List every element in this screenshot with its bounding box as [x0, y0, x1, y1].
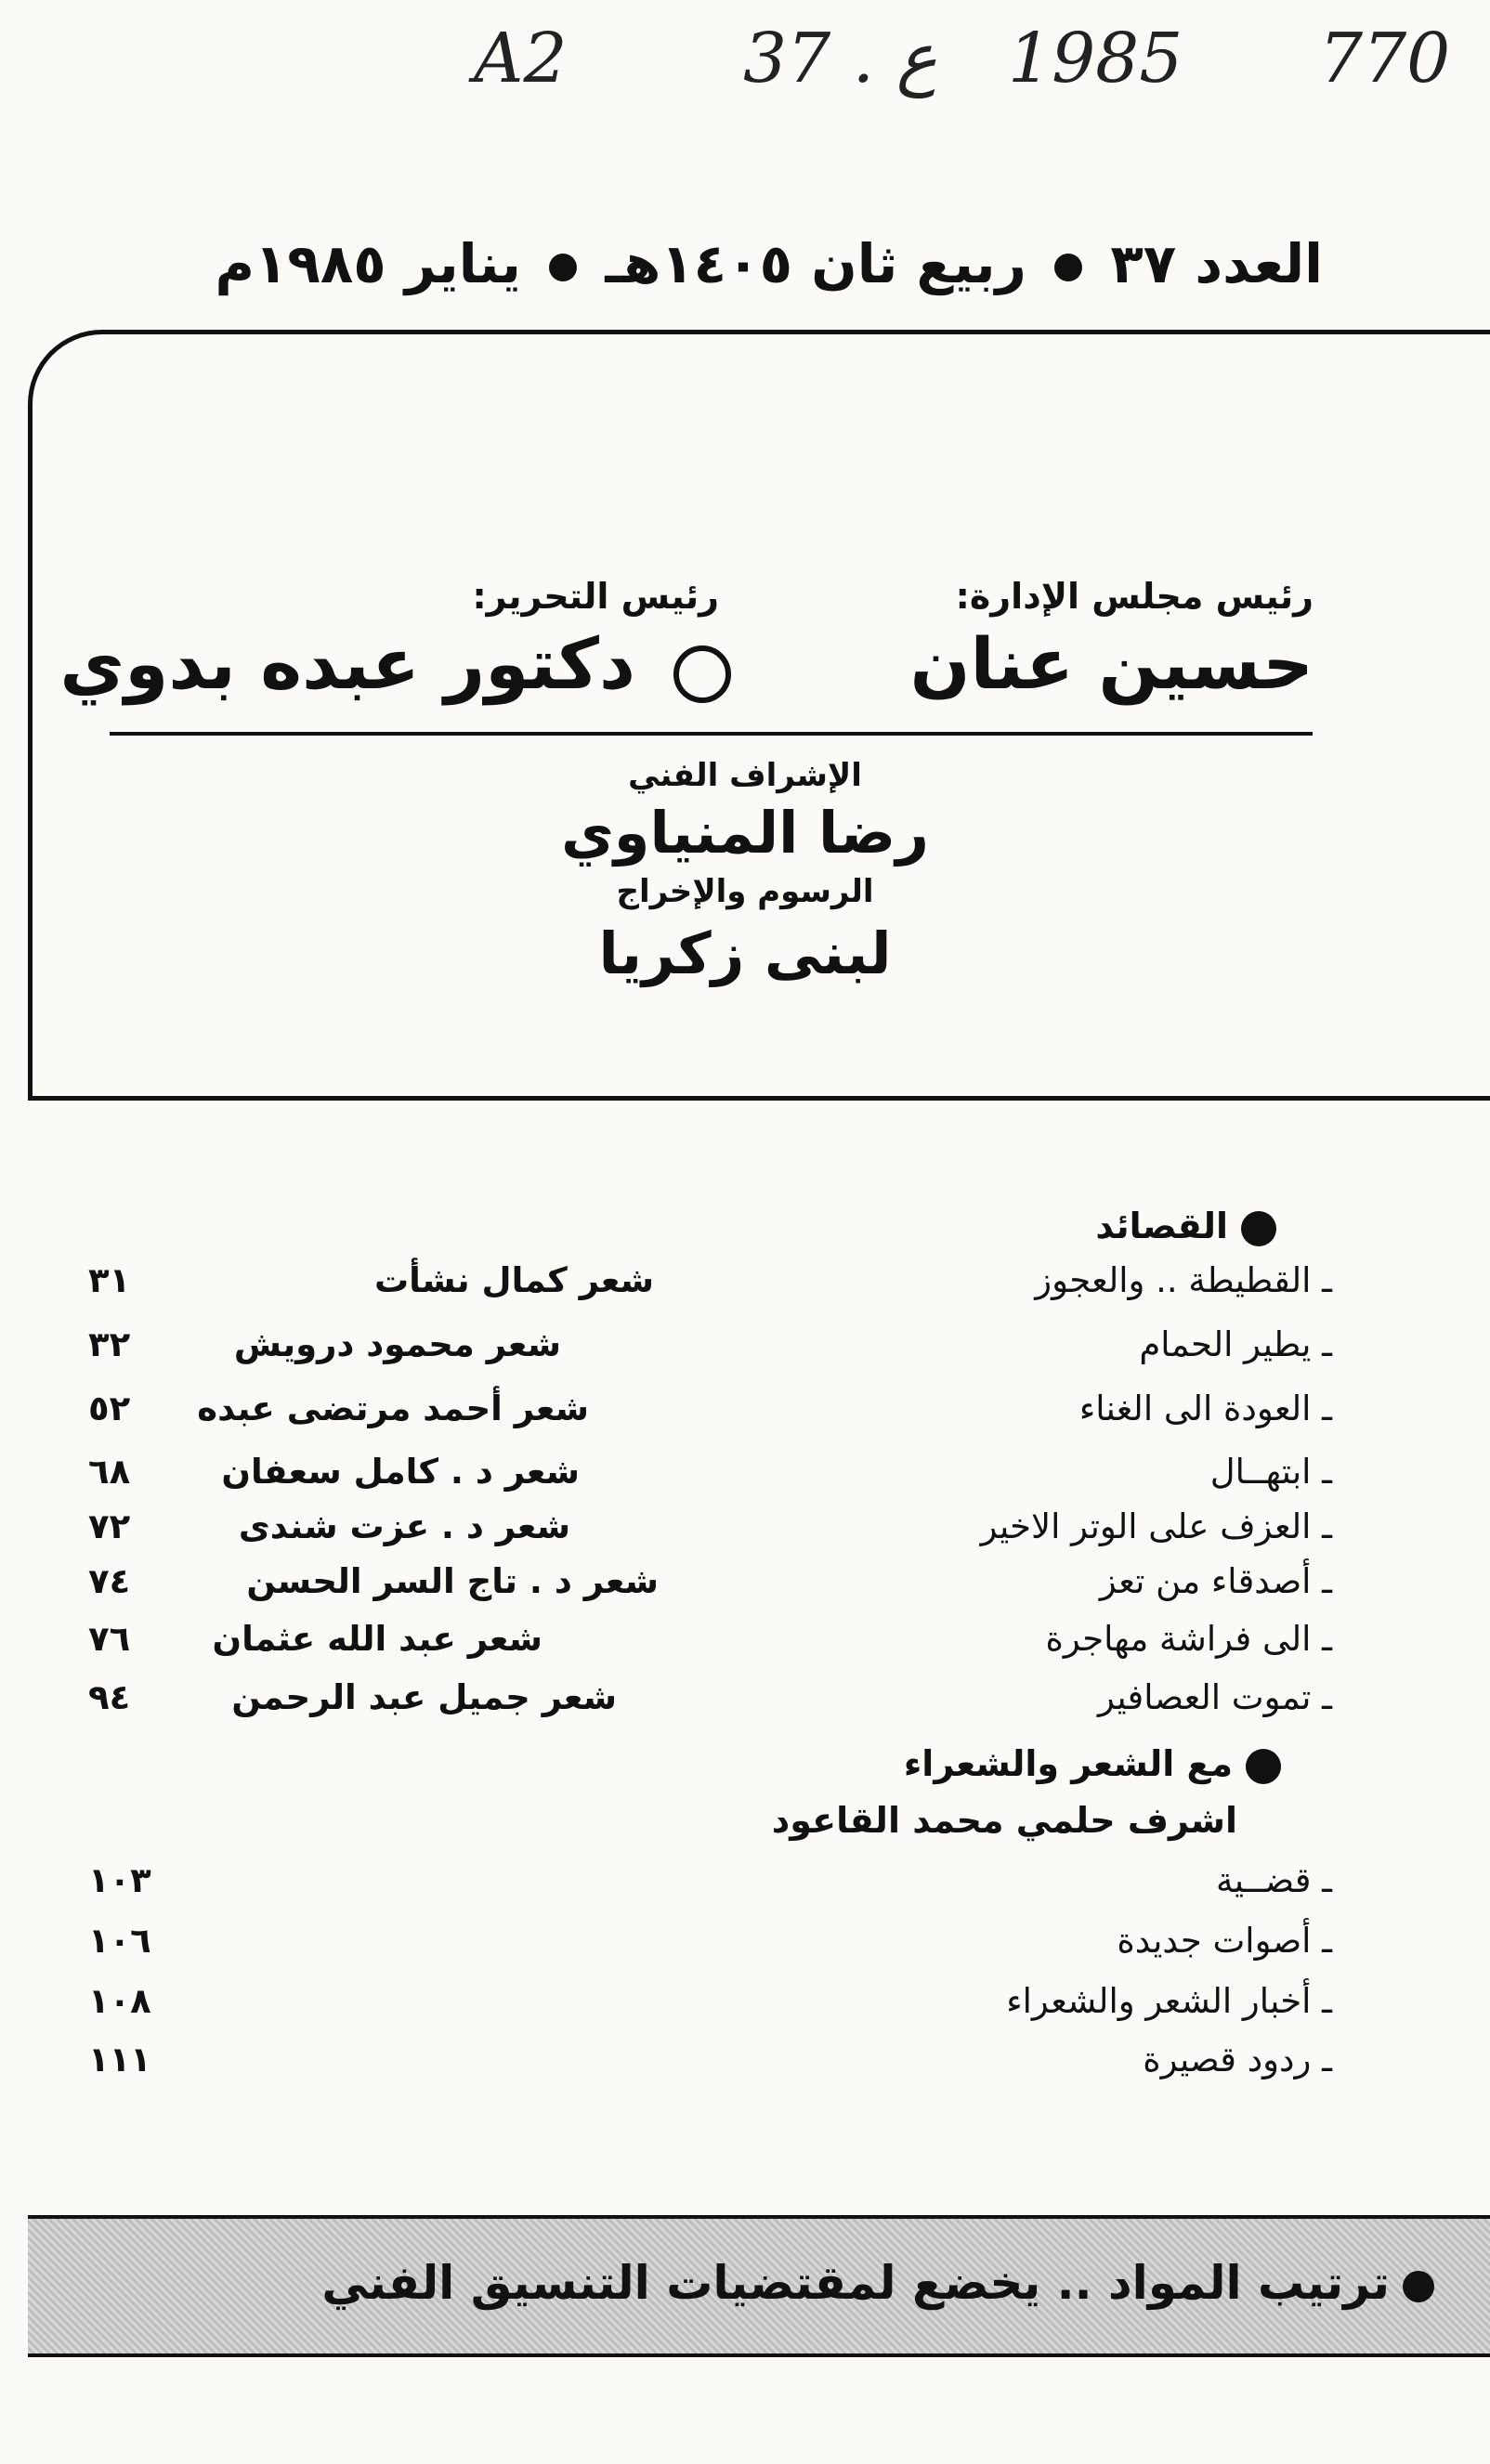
toc-row — [0, 1388, 1490, 1441]
toc-row — [0, 1506, 1490, 1558]
issue-hijri-date: ربيع ثان ١٤٠٥هـ — [605, 232, 1026, 295]
board-chair-name: حسين عنان — [909, 622, 1314, 705]
toc-page-number: ١٠٦ — [88, 1921, 151, 1961]
toc-page-number: ٣٢ — [88, 1324, 131, 1364]
toc-page-number: ٧٢ — [88, 1506, 131, 1546]
section-author: اشرف حلمي محمد القاعود — [771, 1800, 1237, 1841]
toc-row — [0, 1860, 1490, 1912]
toc-title: ـ أصدقاء من تعز — [1099, 1561, 1332, 1601]
toc-title: ـ يطير الحمام — [1139, 1324, 1332, 1364]
toc-page-number: ١١١ — [88, 2040, 151, 2079]
toc-row — [0, 1619, 1490, 1671]
toc-row — [0, 1981, 1490, 2033]
toc-author: شعر د . كامل سعفان — [221, 1452, 580, 1492]
toc-row — [0, 1921, 1490, 1973]
design-name: لبنى زكريا — [598, 919, 892, 987]
editor-in-chief-label: رئيس التحرير: — [472, 576, 719, 617]
toc-page-number: ٧٤ — [88, 1561, 131, 1601]
issue-number: العدد ٣٧ — [1110, 232, 1323, 295]
toc-page-number: ١٠٨ — [88, 1981, 151, 2021]
toc-author: شعر عبد الله عثمان — [212, 1619, 542, 1659]
toc-title: ـ أخبار الشعر والشعراء — [1006, 1981, 1332, 2021]
toc-row — [0, 1561, 1490, 1613]
toc-title: ـ تموت العصافير — [1097, 1677, 1332, 1717]
toc-title: ـ الى فراشة مهاجرة — [1045, 1619, 1332, 1659]
issue-gregorian-date: يناير ١٩٨٥م — [215, 232, 521, 295]
editor-in-chief-name: دكتور عبده بدوي — [59, 622, 635, 705]
separator-dot-icon — [549, 254, 577, 281]
toc-author: شعر جميل عبد الرحمن — [231, 1677, 617, 1717]
toc-title: ـ العودة الى الغناء — [1078, 1388, 1332, 1428]
toc-page-number: ١٠٣ — [88, 1860, 151, 1900]
toc-page-number: ٥٢ — [88, 1388, 131, 1428]
toc-author: شعر د . تاج السر الحسن — [246, 1561, 659, 1601]
handwritten-mark-d: 770 — [1319, 19, 1451, 98]
bullet-icon — [1241, 1211, 1276, 1246]
bullet-icon — [1246, 1749, 1281, 1784]
toc-title: ـ ردود قصيرة — [1143, 2040, 1332, 2079]
handwritten-mark-b: 37 . ع — [743, 19, 937, 98]
toc-page-number: ٦٨ — [88, 1452, 131, 1492]
footer-note: ترتيب المواد .. يخضع لمقتضيات التنسيق الفني — [321, 2256, 1434, 2310]
bullet-icon — [1403, 2271, 1434, 2302]
separator-circle-icon — [673, 645, 731, 703]
toc-title: ـ ابتهــال — [1209, 1452, 1332, 1492]
board-chair-label: رئيس مجلس الإدارة: — [955, 576, 1314, 617]
design-label: الرسوم والإخراج — [616, 873, 874, 910]
toc-row — [0, 1260, 1490, 1312]
issue-header — [216, 232, 1323, 295]
toc-row — [0, 1452, 1490, 1504]
toc-row — [0, 1677, 1490, 1729]
masthead-divider — [110, 732, 1313, 736]
section-heading-with-poetry: مع الشعر والشعراء — [904, 1743, 1281, 1784]
toc-title: ـ أصوات جديدة — [1117, 1921, 1332, 1961]
toc-page-number: ٩٤ — [88, 1677, 131, 1717]
toc-title: ـ قضــية — [1215, 1860, 1332, 1900]
toc-author: شعر كمال نشأت — [374, 1260, 654, 1300]
section-heading-poems: القصائد — [1095, 1206, 1276, 1246]
art-direction-label: الإشراف الفني — [628, 757, 862, 794]
toc-author: شعر أحمد مرتضى عبده — [197, 1388, 589, 1428]
separator-dot-icon — [1054, 254, 1082, 281]
toc-page-number: ٧٦ — [88, 1619, 131, 1659]
toc-author: شعر محمود درويش — [233, 1324, 561, 1364]
footer-banner — [28, 2215, 1490, 2357]
toc-author: شعر د . عزت شندى — [238, 1506, 570, 1546]
toc-title: ـ العزف على الوتر الاخير — [980, 1506, 1332, 1546]
toc-row — [0, 1324, 1490, 1376]
art-direction-name: رضا المنياوي — [561, 799, 929, 867]
toc-title: ـ القطيطة .. والعجوز — [1035, 1260, 1332, 1300]
toc-row — [0, 2040, 1490, 2092]
handwritten-mark-c: 1985 — [1008, 19, 1183, 98]
handwritten-mark-a: A2 — [474, 19, 568, 98]
toc-page-number: ٣١ — [88, 1260, 131, 1300]
